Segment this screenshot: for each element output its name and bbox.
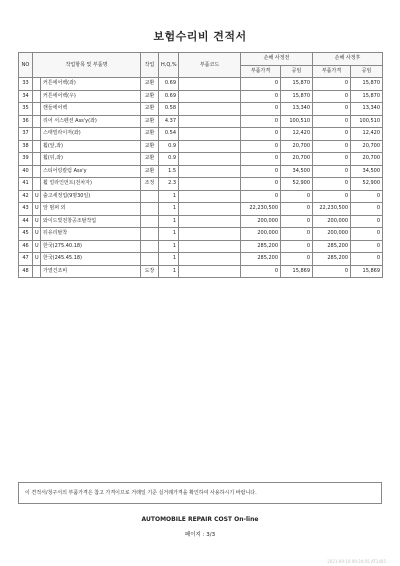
row-item-name: 한국(245.45.18) [41, 253, 141, 266]
row-hqty: 2.3 [159, 178, 179, 191]
estimate-rows [19, 78, 383, 278]
row-code [179, 128, 241, 141]
row-before-part-price: 200,000 [241, 228, 281, 241]
row-flag: U [33, 228, 41, 241]
row-work [141, 203, 159, 216]
row-after-part-price: 0 [313, 90, 351, 103]
row-hqty: 1 [159, 215, 179, 228]
row-before-labor: 52,900 [281, 178, 313, 191]
document-title: 보험수리비 견적서 [153, 30, 247, 43]
row-no: 46 [19, 240, 33, 253]
row-after-part-price: 0 [313, 103, 351, 116]
row-no: 44 [19, 215, 33, 228]
row-item-name: 가열건조비 [41, 265, 141, 278]
row-flag [33, 140, 41, 153]
row-item-name: 휠(뒤,좌) [41, 153, 141, 166]
row-work [141, 190, 159, 203]
row-before-part-price: 285,200 [241, 240, 281, 253]
row-work: 교환 [141, 115, 159, 128]
table-row [19, 128, 383, 141]
row-item-name: 앞 범퍼 외 [41, 203, 141, 216]
row-no: 42 [19, 190, 33, 203]
row-flag: U [33, 203, 41, 216]
row-work: 교환 [141, 78, 159, 91]
row-no: 40 [19, 165, 33, 178]
row-after-part-price: 285,200 [313, 253, 351, 266]
row-flag [33, 153, 41, 166]
row-before-labor: 20,700 [281, 153, 313, 166]
row-before-part-price: 200,000 [241, 215, 281, 228]
row-code [179, 90, 241, 103]
row-after-part-price: 0 [313, 78, 351, 91]
row-after-part-price: 200,000 [313, 228, 351, 241]
row-hqty: 1 [159, 190, 179, 203]
row-after-part-price: 285,200 [313, 240, 351, 253]
row-work [141, 228, 159, 241]
header-before-labor: 공임 [281, 65, 313, 78]
table-row [19, 153, 383, 166]
row-item-name: 핸들에어백 [41, 103, 141, 116]
row-before-labor: 15,869 [281, 265, 313, 278]
row-code [179, 240, 241, 253]
row-before-part-price: 0 [241, 153, 281, 166]
row-no: 47 [19, 253, 33, 266]
row-hqty: 0.69 [159, 90, 179, 103]
row-item-name: 한국(275.40.18) [41, 240, 141, 253]
row-after-part-price: 200,000 [313, 215, 351, 228]
row-no: 48 [19, 265, 33, 278]
table-row [19, 203, 383, 216]
row-no: 34 [19, 90, 33, 103]
table-row [19, 115, 383, 128]
row-work: 도장 [141, 265, 159, 278]
header-after-labor: 공임 [351, 65, 383, 78]
row-no: 33 [19, 78, 33, 91]
row-work: 교환 [141, 103, 159, 116]
row-after-labor: 0 [351, 215, 383, 228]
table-row [19, 228, 383, 241]
row-after-labor: 20,700 [351, 153, 383, 166]
row-after-part-price: 0 [313, 165, 351, 178]
row-before-labor: 20,700 [281, 140, 313, 153]
header-work: 작업 [141, 53, 159, 78]
row-before-labor: 0 [281, 203, 313, 216]
row-before-part-price: 0 [241, 128, 281, 141]
table-row [19, 265, 383, 278]
table-row [19, 178, 383, 191]
row-flag [33, 128, 41, 141]
row-after-part-price: 0 [313, 140, 351, 153]
row-before-part-price: 0 [241, 178, 281, 191]
header-hqty: H,Q,% [159, 53, 179, 78]
row-code [179, 190, 241, 203]
row-after-labor: 20,700 [351, 140, 383, 153]
page-number: 페이지 : 3/3 [184, 532, 216, 538]
header-code: 부품코드 [179, 53, 241, 78]
row-hqty: 1 [159, 265, 179, 278]
header-before: 손해 사정전 [241, 53, 313, 66]
row-before-part-price: 0 [241, 115, 281, 128]
row-hqty: 1 [159, 253, 179, 266]
row-work: 교환 [141, 153, 159, 166]
row-after-labor: 0 [351, 190, 383, 203]
row-before-part-price: 0 [241, 90, 281, 103]
row-after-part-price: 0 [313, 178, 351, 191]
table-row [19, 140, 383, 153]
row-hqty: 0.54 [159, 128, 179, 141]
row-no: 39 [19, 153, 33, 166]
row-flag: U [33, 215, 41, 228]
row-item-name: 출고세정업(9명30일) [41, 190, 141, 203]
row-hqty: 1 [159, 228, 179, 241]
row-flag [33, 103, 41, 116]
row-after-part-price: 0 [313, 190, 351, 203]
row-no: 38 [19, 140, 33, 153]
table-row [19, 215, 383, 228]
row-work [141, 240, 159, 253]
row-code [179, 178, 241, 191]
row-work: 교환 [141, 140, 159, 153]
row-after-labor: 15,870 [351, 78, 383, 91]
row-code [179, 203, 241, 216]
table-row [19, 103, 383, 116]
header-before-part-price: 부품가격 [241, 65, 281, 78]
row-item-name: 커튼에어백(좌) [41, 78, 141, 91]
row-no: 45 [19, 228, 33, 241]
row-no: 36 [19, 115, 33, 128]
row-flag: U [33, 240, 41, 253]
row-item-name: 스태빌라이저(좌) [41, 128, 141, 141]
row-code [179, 153, 241, 166]
row-before-part-price: 0 [241, 165, 281, 178]
row-hqty: 0.9 [159, 153, 179, 166]
row-no: 37 [19, 128, 33, 141]
row-item-name: 리어 서스펜션 Ass'y(좌) [41, 115, 141, 128]
remark-box: 이 견적서/청구서의 부품가격은 참고 가격이므로 거래일 기준 실거래가격을 확인하여 사용하시기 바랍니다. [18, 482, 382, 504]
row-before-labor: 0 [281, 215, 313, 228]
row-after-part-price: 0 [313, 265, 351, 278]
row-after-labor: 52,900 [351, 178, 383, 191]
table-row [19, 253, 383, 266]
row-after-part-price: 0 [313, 128, 351, 141]
row-flag [33, 265, 41, 278]
row-flag [33, 90, 41, 103]
row-item-name: 스티어링칼럼 Ass'y [41, 165, 141, 178]
row-work: 교환 [141, 128, 159, 141]
row-after-labor: 0 [351, 240, 383, 253]
row-after-labor: 12,420 [351, 128, 383, 141]
print-stamp: 2021-09-10 09:34:05 AT1405 [327, 559, 386, 564]
row-before-labor: 34,500 [281, 165, 313, 178]
row-after-labor: 15,870 [351, 90, 383, 103]
row-before-labor: 100,510 [281, 115, 313, 128]
table-row [19, 165, 383, 178]
row-flag [33, 115, 41, 128]
header-after: 손해 사정후 [313, 53, 383, 66]
row-after-labor: 0 [351, 203, 383, 216]
row-flag [33, 78, 41, 91]
row-work [141, 215, 159, 228]
row-hqty: 1.5 [159, 165, 179, 178]
row-work: 교환 [141, 165, 159, 178]
row-code [179, 165, 241, 178]
row-code [179, 115, 241, 128]
row-item-name: 뒤유리탈착 [41, 228, 141, 241]
row-code [179, 265, 241, 278]
row-before-part-price: 22,230,500 [241, 203, 281, 216]
row-item-name: 휠(앞,좌) [41, 140, 141, 153]
row-no: 35 [19, 103, 33, 116]
row-hqty: 4.37 [159, 115, 179, 128]
table-row [19, 90, 383, 103]
row-before-labor: 12,420 [281, 128, 313, 141]
row-no: 43 [19, 203, 33, 216]
row-code [179, 215, 241, 228]
row-work [141, 253, 159, 266]
row-hqty: 1 [159, 240, 179, 253]
row-code [179, 140, 241, 153]
header-after-part-price: 부품가격 [313, 65, 351, 78]
row-hqty: 1 [159, 203, 179, 216]
row-before-labor: 13,340 [281, 103, 313, 116]
row-no: 41 [19, 178, 33, 191]
row-after-labor: 0 [351, 253, 383, 266]
table-row [19, 190, 383, 203]
row-before-labor: 0 [281, 240, 313, 253]
row-item-name: 커튼에어백(우) [41, 90, 141, 103]
row-after-labor: 34,500 [351, 165, 383, 178]
row-code [179, 78, 241, 91]
row-before-part-price: 0 [241, 140, 281, 153]
row-after-part-price: 0 [313, 153, 351, 166]
row-hqty: 0.69 [159, 78, 179, 91]
row-hqty: 0.58 [159, 103, 179, 116]
table-row [19, 78, 383, 91]
row-work: 교환 [141, 90, 159, 103]
row-code [179, 228, 241, 241]
row-item-name: 휠 얼라인먼트(전차자) [41, 178, 141, 191]
row-flag: U [33, 190, 41, 203]
row-before-labor: 15,870 [281, 90, 313, 103]
row-after-labor: 0 [351, 228, 383, 241]
row-before-part-price: 0 [241, 190, 281, 203]
row-code [179, 103, 241, 116]
row-after-labor: 15,869 [351, 265, 383, 278]
row-after-part-price: 0 [313, 115, 351, 128]
estimate-table [18, 52, 383, 278]
row-before-part-price: 0 [241, 103, 281, 116]
row-flag: U [33, 253, 41, 266]
row-before-labor: 0 [281, 253, 313, 266]
row-before-labor: 15,870 [281, 78, 313, 91]
row-before-part-price: 285,200 [241, 253, 281, 266]
footer-title: AUTOMOBILE REPAIR COST On-line [141, 516, 259, 523]
row-after-part-price: 22,230,500 [313, 203, 351, 216]
row-work: 조정 [141, 178, 159, 191]
row-flag [33, 178, 41, 191]
row-code [179, 253, 241, 266]
row-flag [33, 165, 41, 178]
header-no: NO [19, 53, 33, 78]
header-item: 작업항목 및 부품명 [33, 53, 141, 78]
row-after-labor: 100,510 [351, 115, 383, 128]
row-before-part-price: 0 [241, 78, 281, 91]
row-after-labor: 13,340 [351, 103, 383, 116]
row-hqty: 0.9 [159, 140, 179, 153]
row-before-labor: 0 [281, 228, 313, 241]
row-item-name: 와이드빛전창공조탈작업 [41, 215, 141, 228]
table-row [19, 240, 383, 253]
row-before-part-price: 0 [241, 265, 281, 278]
row-before-labor: 0 [281, 190, 313, 203]
